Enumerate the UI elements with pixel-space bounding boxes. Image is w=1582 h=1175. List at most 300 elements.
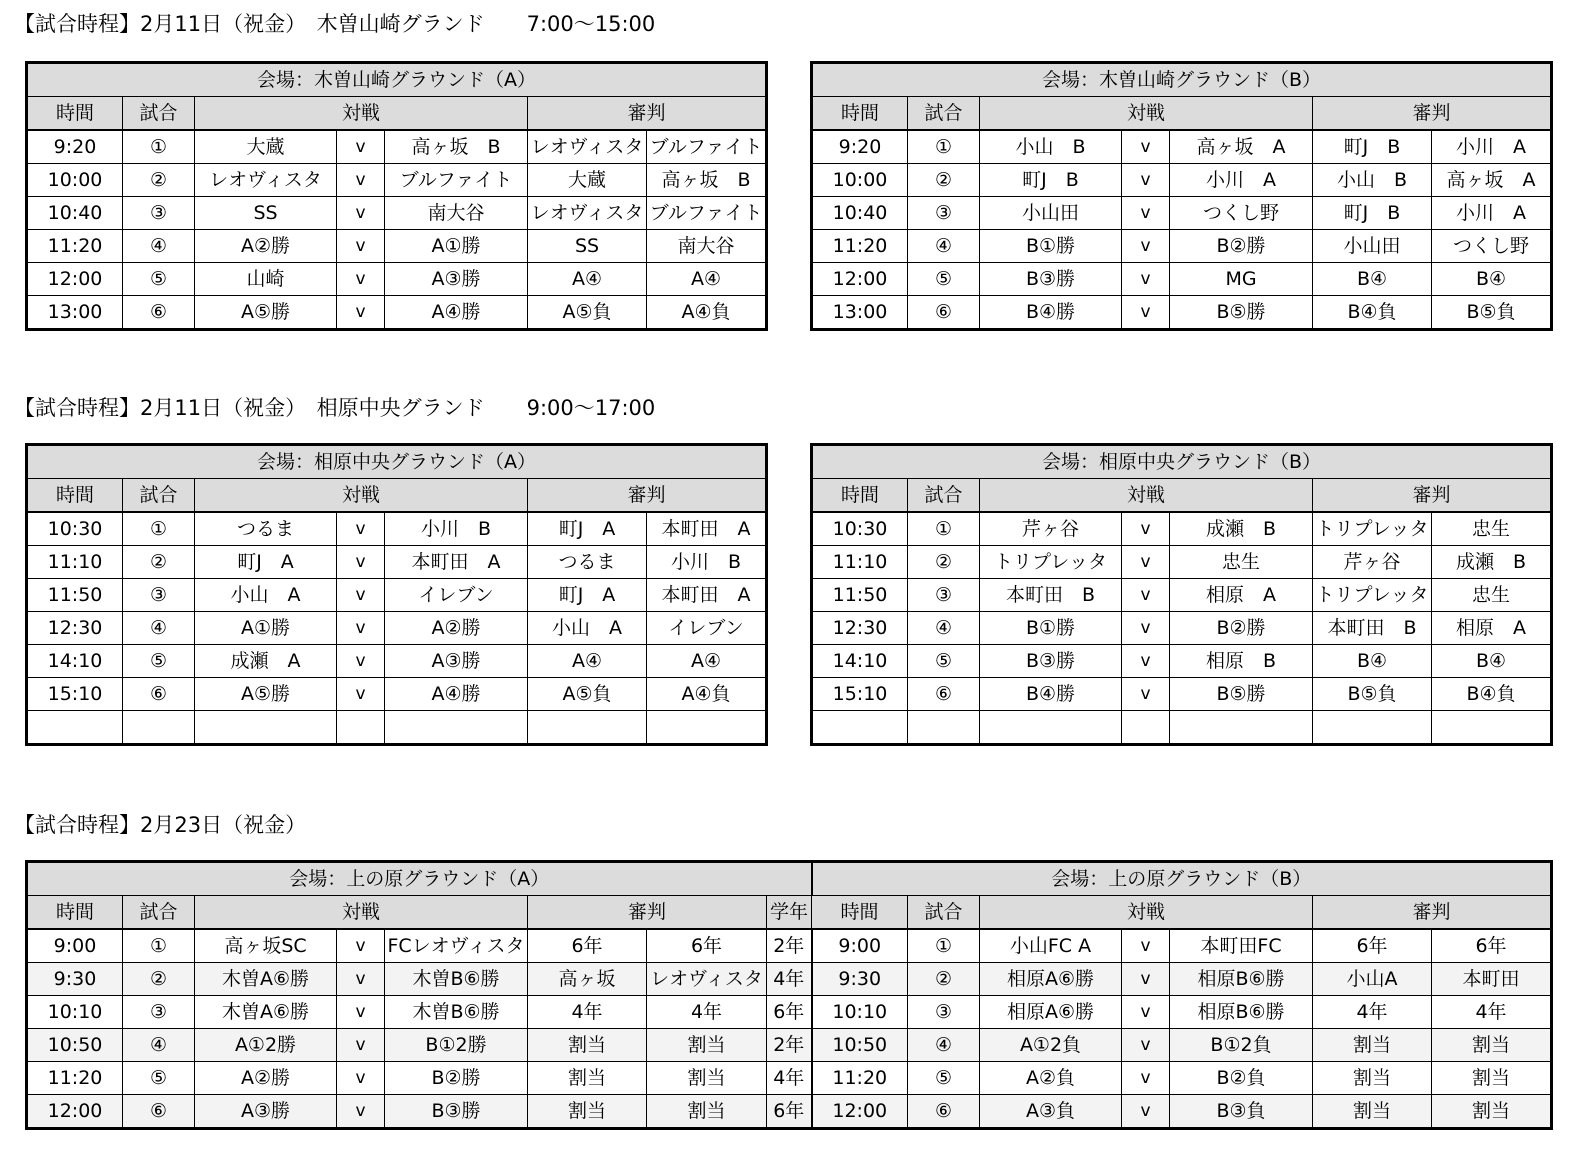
- referee-1-cell: 割当: [528, 1062, 647, 1095]
- match-no-cell: ③: [123, 579, 195, 612]
- versus-cell: v: [337, 296, 385, 330]
- team-away-cell: 南大谷: [385, 197, 528, 230]
- referee-1-cell: 6年: [528, 929, 647, 963]
- time-cell: 15:10: [27, 678, 123, 711]
- schedule-heading-kiso: 【試合時程】2月11日（祝金） 木曽山崎グランド 7:00〜15:00: [14, 12, 656, 36]
- empty-cell: [908, 711, 980, 745]
- col-match: 試合: [123, 479, 195, 513]
- match-no-cell: ③: [123, 197, 195, 230]
- team-home-cell: B④勝: [980, 296, 1122, 330]
- team-away-cell: B②勝: [385, 1062, 528, 1095]
- referee-2-cell: 小川 B: [647, 546, 767, 579]
- match-no-cell: ①: [908, 929, 980, 963]
- col-ref: 審判: [1313, 479, 1552, 513]
- referee-2-cell: 割当: [1432, 1062, 1552, 1095]
- time-cell: 12:00: [812, 263, 908, 296]
- versus-cell: v: [1122, 929, 1170, 963]
- venue-title: 会場：相原中央グラウンド（B）: [812, 445, 1552, 479]
- versus-cell: v: [337, 612, 385, 645]
- team-away-cell: 相原 B: [1170, 645, 1313, 678]
- venue-title: 会場：木曽山崎グラウンド（B）: [812, 63, 1552, 97]
- table-kiso-b: [810, 61, 1553, 331]
- venue-title: 会場：木曽山崎グラウンド（A）: [27, 63, 767, 97]
- versus-cell: v: [1122, 230, 1170, 263]
- team-home-cell: A②負: [980, 1062, 1122, 1095]
- time-cell: 10:00: [812, 164, 908, 197]
- team-home-cell: A①2負: [980, 1029, 1122, 1062]
- referee-1-cell: 割当: [1313, 1062, 1432, 1095]
- referee-2-cell: 割当: [647, 1095, 767, 1129]
- match-no-cell: ⑤: [123, 1062, 195, 1095]
- referee-2-cell: 割当: [1432, 1029, 1552, 1062]
- match-no-cell: ⑤: [908, 645, 980, 678]
- time-cell: 10:00: [27, 164, 123, 197]
- referee-2-cell: B⑤負: [1432, 296, 1552, 330]
- referee-1-cell: 町J A: [528, 579, 647, 612]
- table-row: [27, 963, 1552, 996]
- empty-cell: [27, 711, 123, 745]
- versus-cell: v: [1122, 996, 1170, 1029]
- match-no-cell: ⑤: [123, 263, 195, 296]
- match-no-cell: ②: [908, 164, 980, 197]
- team-away-cell: B⑤勝: [1170, 678, 1313, 711]
- team-away-cell: 本町田 A: [385, 546, 528, 579]
- schedule-heading-uenohara: 【試合時程】2月23日（祝金）: [14, 813, 307, 837]
- versus-cell: v: [1122, 263, 1170, 296]
- team-home-cell: B①勝: [980, 612, 1122, 645]
- match-no-cell: ②: [123, 164, 195, 197]
- versus-cell: v: [337, 678, 385, 711]
- empty-cell: [123, 711, 195, 745]
- team-away-cell: 高ヶ坂 A: [1170, 130, 1313, 164]
- referee-1-cell: トリプレッタ: [1313, 512, 1432, 546]
- referee-2-cell: 忠生: [1432, 512, 1552, 546]
- table-row: [27, 164, 767, 197]
- referee-2-cell: 本町田: [1432, 963, 1552, 996]
- referee-2-cell: 本町田 A: [647, 579, 767, 612]
- match-no-cell: ⑤: [908, 1062, 980, 1095]
- match-no-cell: ①: [908, 512, 980, 546]
- referee-2-cell: 割当: [647, 1062, 767, 1095]
- time-cell: 13:00: [812, 296, 908, 330]
- match-no-cell: ④: [908, 612, 980, 645]
- versus-cell: v: [1122, 963, 1170, 996]
- referee-1-cell: 大蔵: [528, 164, 647, 197]
- table-row: [27, 678, 767, 711]
- match-no-cell: ②: [123, 963, 195, 996]
- team-away-cell: A④勝: [385, 678, 528, 711]
- empty-row: [27, 711, 767, 745]
- referee-2-cell: 割当: [647, 1029, 767, 1062]
- venue-title-a: 会場：上の原グラウンド（A）: [27, 862, 812, 896]
- team-home-cell: 町J B: [980, 164, 1122, 197]
- empty-cell: [980, 711, 1122, 745]
- grade-cell: 4年: [767, 963, 812, 996]
- versus-cell: v: [337, 1029, 385, 1062]
- venue-title: 会場：相原中央グラウンド（A）: [27, 445, 767, 479]
- time-cell: 10:50: [27, 1029, 123, 1062]
- table-row: [812, 612, 1552, 645]
- time-cell: 14:10: [27, 645, 123, 678]
- team-away-cell: イレブン: [385, 579, 528, 612]
- match-no-cell: ⑥: [123, 296, 195, 330]
- team-home-cell: A②勝: [195, 1062, 337, 1095]
- referee-2-cell: 4年: [1432, 996, 1552, 1029]
- match-no-cell: ⑥: [908, 678, 980, 711]
- match-no-cell: ③: [908, 197, 980, 230]
- col-vs: 対戦: [195, 479, 528, 513]
- col-time: 時間: [812, 97, 908, 131]
- referee-2-cell: 南大谷: [647, 230, 767, 263]
- team-away-cell: A①勝: [385, 230, 528, 263]
- table-row: [812, 263, 1552, 296]
- table-row: [27, 1029, 1552, 1062]
- table-row: [27, 512, 767, 546]
- referee-1-cell: 割当: [528, 1095, 647, 1129]
- table-row: [27, 130, 767, 164]
- time-cell: 10:40: [812, 197, 908, 230]
- referee-2-cell: 高ヶ坂 B: [647, 164, 767, 197]
- versus-cell: v: [337, 929, 385, 963]
- col-match: 試合: [908, 97, 980, 131]
- time-cell: 10:30: [27, 512, 123, 546]
- table-row: [27, 296, 767, 330]
- referee-1-cell: 6年: [1313, 929, 1432, 963]
- team-away-cell: 相原B⑥勝: [1170, 963, 1313, 996]
- versus-cell: v: [1122, 612, 1170, 645]
- team-home-cell: 小山田: [980, 197, 1122, 230]
- time-cell: 11:50: [812, 579, 908, 612]
- team-away-cell: 木曽B⑥勝: [385, 996, 528, 1029]
- versus-cell: v: [337, 579, 385, 612]
- team-away-cell: 相原 A: [1170, 579, 1313, 612]
- team-home-cell: SS: [195, 197, 337, 230]
- time-cell: 11:10: [27, 546, 123, 579]
- team-home-cell: 小山 B: [980, 130, 1122, 164]
- empty-cell: [528, 711, 647, 745]
- referee-1-cell: 割当: [1313, 1095, 1432, 1129]
- team-away-cell: B③勝: [385, 1095, 528, 1129]
- time-cell: 9:20: [27, 130, 123, 164]
- team-away-cell: MG: [1170, 263, 1313, 296]
- col-vs: 対戦: [980, 97, 1313, 131]
- table-row: [27, 230, 767, 263]
- empty-cell: [195, 711, 337, 745]
- referee-1-cell: トリプレッタ: [1313, 579, 1432, 612]
- versus-cell: v: [337, 130, 385, 164]
- table-row: [27, 645, 767, 678]
- team-home-cell: 山崎: [195, 263, 337, 296]
- table-row: [812, 164, 1552, 197]
- team-away-cell: B②負: [1170, 1062, 1313, 1095]
- empty-cell: [1122, 711, 1170, 745]
- team-home-cell: A①2勝: [195, 1029, 337, 1062]
- time-cell: 11:20: [27, 1062, 123, 1095]
- empty-cell: [337, 711, 385, 745]
- col-match: 試合: [123, 896, 195, 930]
- col-match: 試合: [123, 97, 195, 131]
- match-no-cell: ①: [123, 512, 195, 546]
- team-away-cell: ブルファイト: [385, 164, 528, 197]
- time-cell: 12:00: [27, 1095, 123, 1129]
- table-row: [27, 612, 767, 645]
- referee-1-cell: 町J B: [1313, 130, 1432, 164]
- referee-1-cell: 高ヶ坂: [528, 963, 647, 996]
- col-grade: 学年: [767, 896, 812, 930]
- col-match: 試合: [908, 896, 980, 930]
- team-away-cell: 忠生: [1170, 546, 1313, 579]
- versus-cell: v: [337, 1062, 385, 1095]
- referee-1-cell: 小山田: [1313, 230, 1432, 263]
- match-no-cell: ④: [908, 230, 980, 263]
- referee-1-cell: 町J A: [528, 512, 647, 546]
- team-home-cell: 小山 A: [195, 579, 337, 612]
- team-home-cell: B③勝: [980, 263, 1122, 296]
- referee-1-cell: B④: [1313, 645, 1432, 678]
- match-no-cell: ③: [908, 579, 980, 612]
- table-row: [27, 197, 767, 230]
- empty-cell: [1313, 711, 1432, 745]
- match-no-cell: ③: [908, 996, 980, 1029]
- empty-cell: [1432, 711, 1552, 745]
- versus-cell: v: [337, 230, 385, 263]
- team-away-cell: B②勝: [1170, 612, 1313, 645]
- team-home-cell: B③勝: [980, 645, 1122, 678]
- match-no-cell: ②: [123, 546, 195, 579]
- referee-2-cell: 相原 A: [1432, 612, 1552, 645]
- time-cell: 15:10: [812, 678, 908, 711]
- table-row: [812, 230, 1552, 263]
- team-home-cell: 小山FC A: [980, 929, 1122, 963]
- referee-2-cell: 小川 A: [1432, 197, 1552, 230]
- match-no-cell: ⑤: [908, 263, 980, 296]
- match-no-cell: ⑥: [908, 1095, 980, 1129]
- referee-1-cell: 小山A: [1313, 963, 1432, 996]
- match-no-cell: ①: [908, 130, 980, 164]
- time-cell: 12:00: [812, 1095, 908, 1129]
- time-cell: 10:30: [812, 512, 908, 546]
- referee-2-cell: 4年: [647, 996, 767, 1029]
- table-row: [27, 1062, 1552, 1095]
- match-no-cell: ④: [123, 1029, 195, 1062]
- versus-cell: v: [1122, 512, 1170, 546]
- team-home-cell: A③負: [980, 1095, 1122, 1129]
- referee-1-cell: 小山 A: [528, 612, 647, 645]
- match-no-cell: ④: [908, 1029, 980, 1062]
- time-cell: 9:00: [812, 929, 908, 963]
- referee-1-cell: 本町田 B: [1313, 612, 1432, 645]
- versus-cell: v: [337, 164, 385, 197]
- referee-2-cell: 成瀬 B: [1432, 546, 1552, 579]
- time-cell: 12:30: [27, 612, 123, 645]
- team-away-cell: FCレオヴィスタ: [385, 929, 528, 963]
- table-row: [812, 579, 1552, 612]
- team-home-cell: 成瀬 A: [195, 645, 337, 678]
- table-aihara-b: [810, 443, 1553, 746]
- team-away-cell: B①2勝: [385, 1029, 528, 1062]
- team-home-cell: A②勝: [195, 230, 337, 263]
- table-row: [27, 263, 767, 296]
- team-away-cell: つくし野: [1170, 197, 1313, 230]
- team-home-cell: A③勝: [195, 1095, 337, 1129]
- referee-1-cell: 芹ヶ谷: [1313, 546, 1432, 579]
- referee-1-cell: つるま: [528, 546, 647, 579]
- team-home-cell: A⑤勝: [195, 678, 337, 711]
- col-vs: 対戦: [980, 896, 1313, 930]
- referee-1-cell: 4年: [1313, 996, 1432, 1029]
- table-row: [812, 645, 1552, 678]
- referee-2-cell: レオヴィスタ: [647, 963, 767, 996]
- referee-1-cell: SS: [528, 230, 647, 263]
- team-home-cell: 大蔵: [195, 130, 337, 164]
- team-away-cell: A②勝: [385, 612, 528, 645]
- team-away-cell: B②勝: [1170, 230, 1313, 263]
- referee-1-cell: B④: [1313, 263, 1432, 296]
- referee-1-cell: A⑤負: [528, 678, 647, 711]
- time-cell: 11:20: [27, 230, 123, 263]
- referee-1-cell: A④: [528, 645, 647, 678]
- versus-cell: v: [1122, 164, 1170, 197]
- referee-1-cell: A④: [528, 263, 647, 296]
- referee-1-cell: A⑤負: [528, 296, 647, 330]
- referee-2-cell: 忠生: [1432, 579, 1552, 612]
- table-row: [812, 197, 1552, 230]
- versus-cell: v: [1122, 197, 1170, 230]
- table-uenohara: [25, 860, 1553, 1130]
- referee-2-cell: B④: [1432, 263, 1552, 296]
- match-no-cell: ⑥: [123, 678, 195, 711]
- team-home-cell: A⑤勝: [195, 296, 337, 330]
- time-cell: 11:50: [27, 579, 123, 612]
- match-no-cell: ⑥: [123, 1095, 195, 1129]
- team-home-cell: トリプレッタ: [980, 546, 1122, 579]
- col-time: 時間: [812, 896, 908, 930]
- match-no-cell: ②: [908, 963, 980, 996]
- referee-2-cell: A④: [647, 263, 767, 296]
- versus-cell: v: [1122, 645, 1170, 678]
- col-ref: 審判: [528, 97, 767, 131]
- team-home-cell: 木曽A⑥勝: [195, 996, 337, 1029]
- versus-cell: v: [1122, 678, 1170, 711]
- referee-2-cell: つくし野: [1432, 230, 1552, 263]
- table-row: [812, 678, 1552, 711]
- team-home-cell: 木曽A⑥勝: [195, 963, 337, 996]
- empty-row: [812, 711, 1552, 745]
- time-cell: 10:50: [812, 1029, 908, 1062]
- versus-cell: v: [1122, 579, 1170, 612]
- referee-2-cell: B④負: [1432, 678, 1552, 711]
- col-time: 時間: [27, 97, 123, 131]
- table-row: [812, 296, 1552, 330]
- referee-2-cell: ブルファイト: [647, 130, 767, 164]
- referee-1-cell: 町J B: [1313, 197, 1432, 230]
- col-vs: 対戦: [980, 479, 1313, 513]
- col-ref: 審判: [1313, 896, 1552, 930]
- match-no-cell: ⑥: [908, 296, 980, 330]
- time-cell: 11:20: [812, 1062, 908, 1095]
- table-kiso-a: [25, 61, 768, 331]
- time-cell: 11:10: [812, 546, 908, 579]
- versus-cell: v: [1122, 1029, 1170, 1062]
- referee-2-cell: B④: [1432, 645, 1552, 678]
- time-cell: 10:40: [27, 197, 123, 230]
- match-no-cell: ③: [123, 996, 195, 1029]
- team-away-cell: B③負: [1170, 1095, 1313, 1129]
- empty-cell: [647, 711, 767, 745]
- team-away-cell: A③勝: [385, 263, 528, 296]
- team-away-cell: B⑤勝: [1170, 296, 1313, 330]
- col-match: 試合: [908, 479, 980, 513]
- time-cell: 11:20: [812, 230, 908, 263]
- referee-2-cell: ブルファイト: [647, 197, 767, 230]
- referee-2-cell: 小川 A: [1432, 130, 1552, 164]
- team-home-cell: A①勝: [195, 612, 337, 645]
- versus-cell: v: [337, 1095, 385, 1129]
- versus-cell: v: [1122, 546, 1170, 579]
- versus-cell: v: [337, 645, 385, 678]
- table-row: [812, 546, 1552, 579]
- table-row: [27, 929, 1552, 963]
- time-cell: 9:00: [27, 929, 123, 963]
- empty-cell: [812, 711, 908, 745]
- table-row: [27, 1095, 1552, 1129]
- table-row: [812, 130, 1552, 164]
- col-vs: 対戦: [195, 896, 528, 930]
- match-no-cell: ①: [123, 929, 195, 963]
- venue-title-b: 会場：上の原グラウンド（B）: [812, 862, 1552, 896]
- team-away-cell: 小川 B: [385, 512, 528, 546]
- versus-cell: v: [337, 963, 385, 996]
- team-home-cell: 町J A: [195, 546, 337, 579]
- referee-1-cell: 4年: [528, 996, 647, 1029]
- col-ref: 審判: [528, 896, 767, 930]
- versus-cell: v: [337, 546, 385, 579]
- team-home-cell: B①勝: [980, 230, 1122, 263]
- versus-cell: v: [1122, 1095, 1170, 1129]
- referee-2-cell: A④負: [647, 678, 767, 711]
- table-row: [27, 996, 1552, 1029]
- time-cell: 10:10: [27, 996, 123, 1029]
- versus-cell: v: [337, 512, 385, 546]
- team-away-cell: A③勝: [385, 645, 528, 678]
- col-ref: 審判: [1313, 97, 1552, 131]
- grade-cell: 6年: [767, 996, 812, 1029]
- time-cell: 13:00: [27, 296, 123, 330]
- referee-1-cell: 割当: [528, 1029, 647, 1062]
- team-home-cell: 本町田 B: [980, 579, 1122, 612]
- col-time: 時間: [27, 896, 123, 930]
- grade-cell: 2年: [767, 1029, 812, 1062]
- time-cell: 12:30: [812, 612, 908, 645]
- col-ref: 審判: [528, 479, 767, 513]
- referee-1-cell: B⑤負: [1313, 678, 1432, 711]
- referee-1-cell: レオヴィスタ: [528, 197, 647, 230]
- empty-cell: [1170, 711, 1313, 745]
- team-away-cell: 相原B⑥勝: [1170, 996, 1313, 1029]
- referee-2-cell: 6年: [1432, 929, 1552, 963]
- team-home-cell: B④勝: [980, 678, 1122, 711]
- versus-cell: v: [337, 263, 385, 296]
- col-time: 時間: [812, 479, 908, 513]
- team-away-cell: 高ヶ坂 B: [385, 130, 528, 164]
- versus-cell: v: [1122, 296, 1170, 330]
- match-no-cell: ④: [123, 230, 195, 263]
- referee-2-cell: 6年: [647, 929, 767, 963]
- team-away-cell: 本町田FC: [1170, 929, 1313, 963]
- referee-2-cell: 本町田 A: [647, 512, 767, 546]
- team-away-cell: 成瀬 B: [1170, 512, 1313, 546]
- versus-cell: v: [337, 197, 385, 230]
